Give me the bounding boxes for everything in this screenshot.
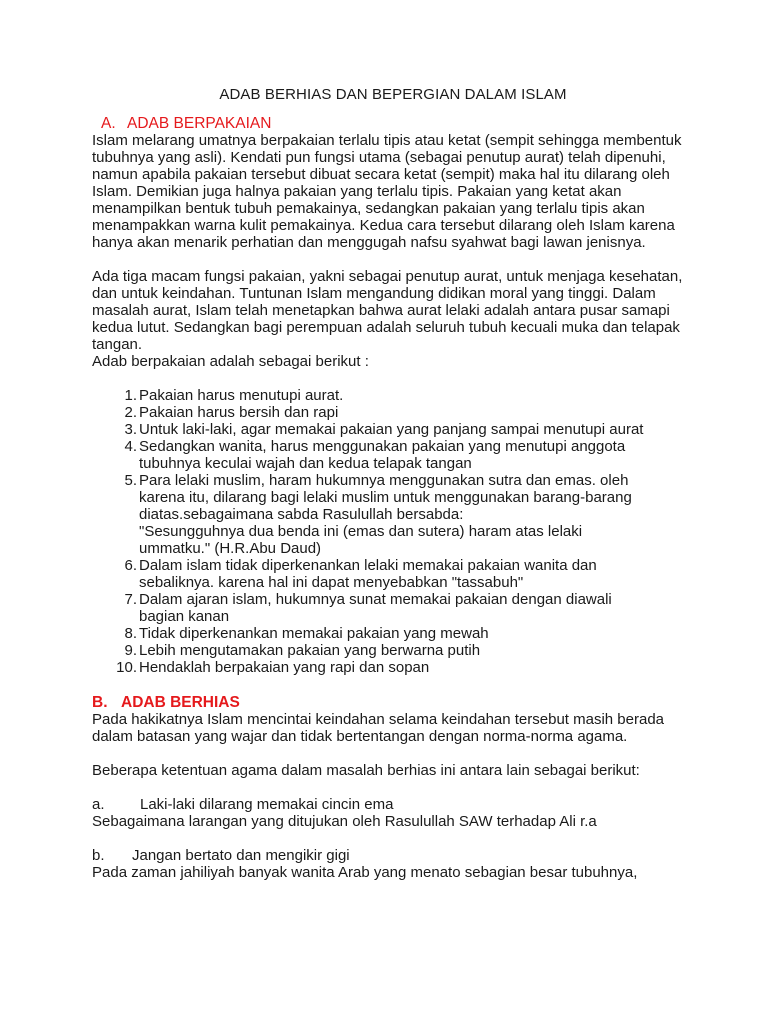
- list-item-number: 5.: [124, 472, 137, 489]
- section-b-title: ADAB BERHIAS: [121, 694, 240, 711]
- list-item-text: Dalam islam tidak diperkenankan lelaki memakai pakaian wanita dan: [139, 557, 597, 574]
- list-item: [92, 557, 684, 591]
- list-item: [92, 625, 684, 642]
- list-item-number: 3.: [124, 421, 137, 438]
- list-item-number: 7.: [124, 591, 137, 608]
- section-a-list-intro: Adab berpakaian adalah sebagai berikut :: [92, 353, 369, 370]
- list-item-text: tubuhnya keculai wajah dan kedua telapak tangan: [139, 455, 472, 472]
- list-item-number: 6.: [124, 557, 137, 574]
- list-item: [92, 404, 684, 421]
- section-a-number: A.: [101, 115, 116, 132]
- list-item-number: 8.: [124, 625, 137, 642]
- list-item-text: Dalam ajaran islam, hukumnya sunat memakai pakaian dengan diawali: [139, 591, 612, 608]
- list-item: [92, 591, 684, 625]
- item-a-text: Sebagaimana larangan yang ditujukan oleh Rasulullah SAW terhadap Ali r.a: [92, 813, 597, 830]
- list-item-number: 1.: [124, 387, 137, 404]
- list-item-text: Lebih mengutamakan pakaian yang berwarna putih: [139, 642, 481, 659]
- section-b-paragraph-1: Pada hakikatnya Islam mencintai keindahan selama keindahan tersebut masih berada dalam batasan yang wajar dan tidak bertentangan dengan norma-norma agama.: [92, 711, 665, 745]
- item-a-label: a.: [92, 796, 105, 813]
- list-item: [92, 421, 684, 438]
- list-item-number: 9.: [124, 642, 137, 659]
- document-title: ADAB BERHIAS DAN BEPERGIAN DALAM ISLAM: [219, 86, 567, 103]
- list-item-text: karena itu, dilarang bagi lelaki muslim untuk menggunakan barang-barang: [139, 489, 632, 506]
- item-b-text: Pada zaman jahiliyah banyak wanita Arab yang menato sebagian besar tubuhnya,: [92, 864, 638, 881]
- item-b-title: Jangan bertato dan mengikir gigi: [132, 847, 350, 864]
- list-item-text: diatas.sebagaimana sabda Rasulullah bersabda:: [139, 506, 464, 523]
- list-item: [92, 659, 684, 676]
- section-a-heading: [92, 115, 684, 132]
- section-a-paragraph-2: Ada tiga macam fungsi pakaian, yakni sebagai penutup aurat, untuk menjaga kesehatan, dan untuk keindahan. Tuntunan Islam mengandung didikan moral yang tinggi. Dalam masalah aurat, Islam telah menetapkan bahwa aurat lelaki adalah antara pusar samapi kedua lutut. Sedangkan bagi perempuan adalah seluruh tubuh kecuali muka dan telapak tangan.: [92, 268, 683, 353]
- list-item-text: Para lelaki muslim, haram hukumnya menggunakan sutra dan emas. oleh: [139, 472, 629, 489]
- item-b-label: b.: [92, 847, 105, 864]
- list-item-text: sebaliknya. karena hal ini dapat menyebabkan "tassabuh": [139, 574, 524, 591]
- list-item: [92, 472, 684, 557]
- section-b-number: B.: [92, 694, 108, 711]
- section-a-paragraph-1: Islam melarang umatnya berpakaian terlalu tipis atau ketat (sempit sehingga membentuk tubuhnya yang asli). Kendati pun fungsi utama (sebagai penutup aurat) telah dipenuhi, namun apabila pakaian tersebut dibuat secara ketat (sempit) maka hal itu dilarang oleh Islam. Demikian juga halnya pakaian yang terlalu tipis. Pakaian yang ketat akan menampilkan bentuk tubuh pemakainya, sedangkan pakaian yang terlalu tipis akan menampakkan warna kulit pemakainya. Kedua cara tersebut dilarang oleh Islam karena hanya akan menarik perhatian dan menggugah nafsu syahwat bagi lawan jenisnya.: [92, 132, 682, 251]
- list-item-number: 4.: [124, 438, 137, 455]
- section-b-paragraph-2: Beberapa ketentuan agama dalam masalah berhias ini antara lain sebagai berikut:: [92, 762, 640, 779]
- section-b-item-a: [92, 796, 684, 813]
- list-item-number: 2.: [124, 404, 137, 421]
- list-item-text: "Sesungguhnya dua benda ini (emas dan sutera) haram atas lelaki: [139, 523, 583, 540]
- section-b-item-b: [92, 847, 684, 864]
- section-b-heading: [92, 694, 684, 711]
- dress-rules-list: [92, 387, 684, 676]
- item-a-title: Laki-laki dilarang memakai cincin ema: [140, 796, 394, 813]
- list-item-text: Hendaklah berpakaian yang rapi dan sopan: [139, 659, 430, 676]
- list-item: [92, 387, 684, 404]
- section-a-title: ADAB BERPAKAIAN: [127, 115, 272, 132]
- list-item-text: Pakaian harus menutupi aurat.: [139, 387, 344, 404]
- list-item-text: ummatku." (H.R.Abu Daud): [139, 540, 322, 557]
- list-item-text: Untuk laki-laki, agar memakai pakaian yang panjang sampai menutupi aurat: [139, 421, 644, 438]
- list-item-text: Pakaian harus bersih dan rapi: [139, 404, 339, 421]
- list-item-text: bagian kanan: [139, 608, 230, 625]
- list-item-number: 10.: [116, 659, 137, 676]
- list-item-text: Tidak diperkenankan memakai pakaian yang mewah: [139, 625, 489, 642]
- list-item: [92, 438, 684, 472]
- list-item: [92, 642, 684, 659]
- list-item-text: Sedangkan wanita, harus menggunakan pakaian yang menutupi anggota: [139, 438, 626, 455]
